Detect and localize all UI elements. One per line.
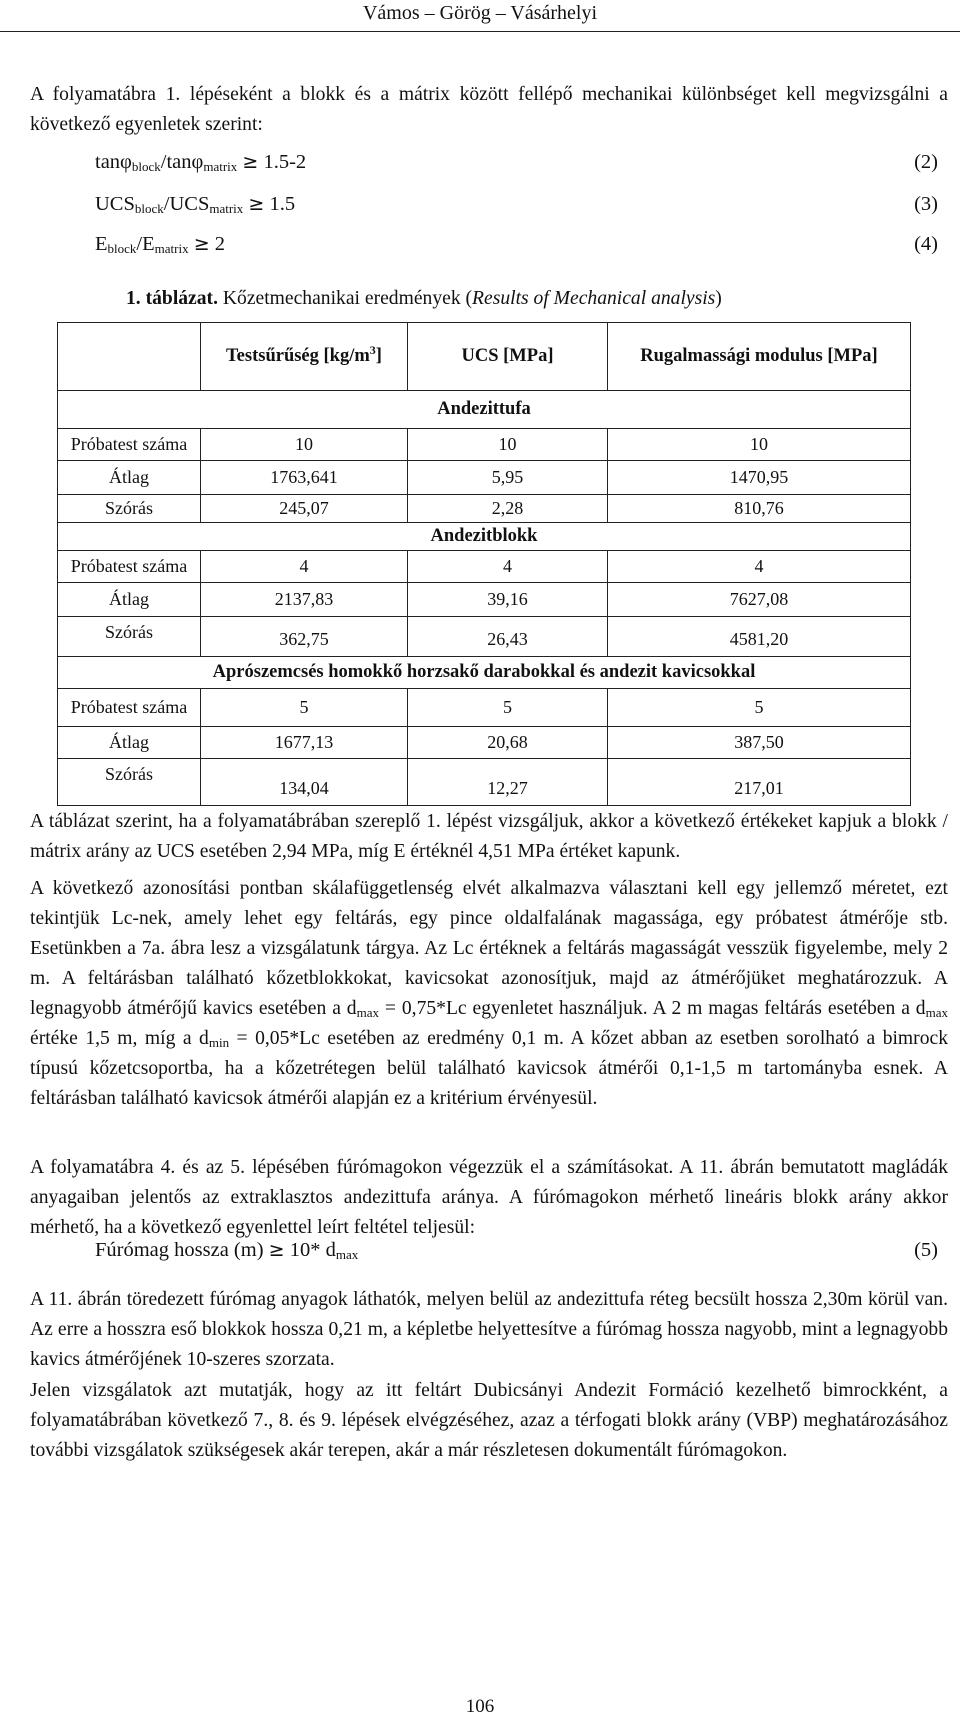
cell-ucs: 12,27 — [408, 759, 608, 806]
group-title: Aprószemcsés homokkő horzsakő darabokkal és andezit kavicsokkal — [58, 657, 911, 689]
header-rule — [0, 31, 960, 32]
cell-ucs: 26,43 — [408, 617, 608, 657]
equation-2: tanφ$_{block}$/tanφ$_{matrix}$ ≥ 1.5-2 (2) — [95, 147, 948, 177]
table-row — [58, 583, 911, 617]
cell-ucs: 10 — [408, 429, 608, 461]
results-table — [57, 322, 911, 806]
cell-modulus: 810,76 — [608, 495, 911, 523]
cell-density: 1677,13 — [201, 727, 408, 759]
row-label: Átlag — [58, 583, 201, 617]
paragraph-table-summary: A táblázat szerint, ha a folyamatábrában szereplő 1. lépést vizsgáljuk, akkor a következő értékeket kapjuk a blokk / mátrix arány az UCS esetében 2,94 MPa, míg E értéknél 4,51 MPa értéket kapunk. — [30, 811, 948, 862]
paragraph-conclusion: Jelen vizsgálatok azt mutatják, hogy az itt feltárt Dubicsányi Andezit Formáció kezelhető bimrockként, a folyamatábrában következő 7., 8. és 9. lépések elvégzéséhez, azaz a térfogati blokk arány (VBP) meghatározásához további vizsgálatok szükségesek akár terepen, akár a már részletesen dokumentált fúrómagokon. — [30, 1380, 948, 1461]
group-title: Andezittufa — [58, 391, 911, 429]
cell-ucs: 4 — [408, 551, 608, 583]
cell-modulus: 4581,20 — [608, 617, 911, 657]
table-row — [58, 759, 911, 806]
cell-density: 134,04 — [201, 759, 408, 806]
header-empty-cell — [58, 323, 201, 391]
cell-modulus: 10 — [608, 429, 911, 461]
row-label: Szórás — [58, 759, 201, 806]
cell-modulus: 217,01 — [608, 759, 911, 806]
cell-modulus: 7627,08 — [608, 583, 911, 617]
table-caption: 1. táblázat. Kőzetmechanikai eredmények (Results of Mechanical analysis) — [126, 288, 722, 309]
group-row — [58, 523, 911, 551]
table-row — [58, 617, 911, 657]
paragraph-lc-identification: A következő azonosítási pontban skálafüggetlenség elvét alkalmazva választani kell egy jellemző méretet, ezt tekintjük Lc-nek, amely lehet egy feltárás, egy pince oldalfalának magassága, egy próbatest átmérője stb. Esetünkben a 7a. ábra lesz a vizsgálatunk tárgya. Az Lc értéknek a feltárás magasságát vesszük figyelembe, mely 2 m. A feltárásban található kőzetblokkokat, kavicsokat azonosítjuk, majd az átmérőjüket meghatározzuk. A legnagyobb átmérőjű kavics esetében a $d_{max} = 0,75*Lc$ egyenletet használjuk. A 2 m magas feltárás esetében a $d_{max}$ értéke 1,5 m, míg a $d_{min} = 0,05*Lc$ esetében az eredmény 0,1 m. A kőzet abban az esetben sorolható a bimrock típusú kőzetcsoportba, ha a kőzetrétegen belül található kavicsok átmérői 0,1-1,5 m tartományba esnek. A feltárásban található kavicsok átmérői alapján ez a kritérium érvényesül. — [30, 878, 948, 1109]
equation-3: $UCS_{block}/UCS_{matrix} \ge 1.5$ (3) — [95, 189, 948, 219]
cell-ucs: 2,28 — [408, 495, 608, 523]
header-density: Testsűrűség $[kg/m^3]$ — [201, 323, 408, 391]
cell-modulus: 1470,95 — [608, 461, 911, 495]
row-label: Próbatest száma — [58, 429, 201, 461]
cell-density: 245,07 — [201, 495, 408, 523]
intro-paragraph: A folyamatábra 1. lépéseként a blokk és a mátrix között fellépő mechanikai különbséget kell megvizsgálni a következő egyenletek szerint: — [30, 84, 948, 135]
equation-4: $E_{block}/E_{matrix} \ge 2$ (4) — [95, 229, 948, 259]
cell-ucs: 20,68 — [408, 727, 608, 759]
header-ucs: UCS [MPa] — [408, 323, 608, 391]
group-row — [58, 657, 911, 689]
group-title: Andezitblokk — [58, 523, 911, 551]
row-label: Átlag — [58, 461, 201, 495]
row-label: Szórás — [58, 495, 201, 523]
cell-ucs: 5,95 — [408, 461, 608, 495]
equation-number: (2) — [914, 151, 938, 173]
row-label: Próbatest száma — [58, 551, 201, 583]
table-row — [58, 461, 911, 495]
row-label: Átlag — [58, 727, 201, 759]
header-modulus: Rugalmassági modulus [MPa] — [608, 323, 911, 391]
cell-density: 10 — [201, 429, 408, 461]
page-number: 106 — [465, 1696, 495, 1717]
table-row — [58, 689, 911, 727]
cell-density: 5 — [201, 689, 408, 727]
running-header: Vámos – Görög – Vásárhelyi — [362, 2, 598, 24]
cell-density: 362,75 — [201, 617, 408, 657]
paragraph-drill-cores: A folyamatábra 4. és az 5. lépésében fúrómagokon végezzük el a számításokat. A 11. ábrán bemutatott magládák anyagaiban jelentős az extraklasztos andezittufa aránya. A fúrómagokon mérhető lineáris blokk arány akkor mérhető, ha a következő egyenlettel leírt feltétel teljesül: — [30, 1157, 948, 1238]
cell-modulus: 387,50 — [608, 727, 911, 759]
group-row — [58, 391, 911, 429]
cell-modulus: 5 — [608, 689, 911, 727]
cell-modulus: 4 — [608, 551, 911, 583]
cell-ucs: 39,16 — [408, 583, 608, 617]
row-label: Szórás — [58, 617, 201, 657]
equation-number: (4) — [914, 233, 938, 255]
cell-density: 2137,83 — [201, 583, 408, 617]
cell-ucs: 5 — [408, 689, 608, 727]
table-row — [58, 551, 911, 583]
table-row — [58, 495, 911, 523]
paragraph-core-length: A 11. ábrán töredezett fúrómag anyagok láthatók, melyen belül az andezittufa réteg becsült hossza 2,30m körül van. Az erre a hosszra eső blokkok hossza 0,21 m, a képletbe helyettesítve a fúrómag hossza nagyobb, mint a legnagyobb kavics átmérőjének 10-szeres szorzata. — [30, 1289, 948, 1370]
row-label: Próbatest száma — [58, 689, 201, 727]
equation-5: Fúrómag hossza (m) ≥ 10* $d_{max}$ (5) — [95, 1235, 948, 1265]
equation-number: (5) — [914, 1239, 938, 1261]
table-header-row — [58, 323, 911, 391]
cell-density: 1763,641 — [201, 461, 408, 495]
table-row — [58, 727, 911, 759]
equation-number: (3) — [914, 193, 938, 215]
cell-density: 4 — [201, 551, 408, 583]
table-row — [58, 429, 911, 461]
